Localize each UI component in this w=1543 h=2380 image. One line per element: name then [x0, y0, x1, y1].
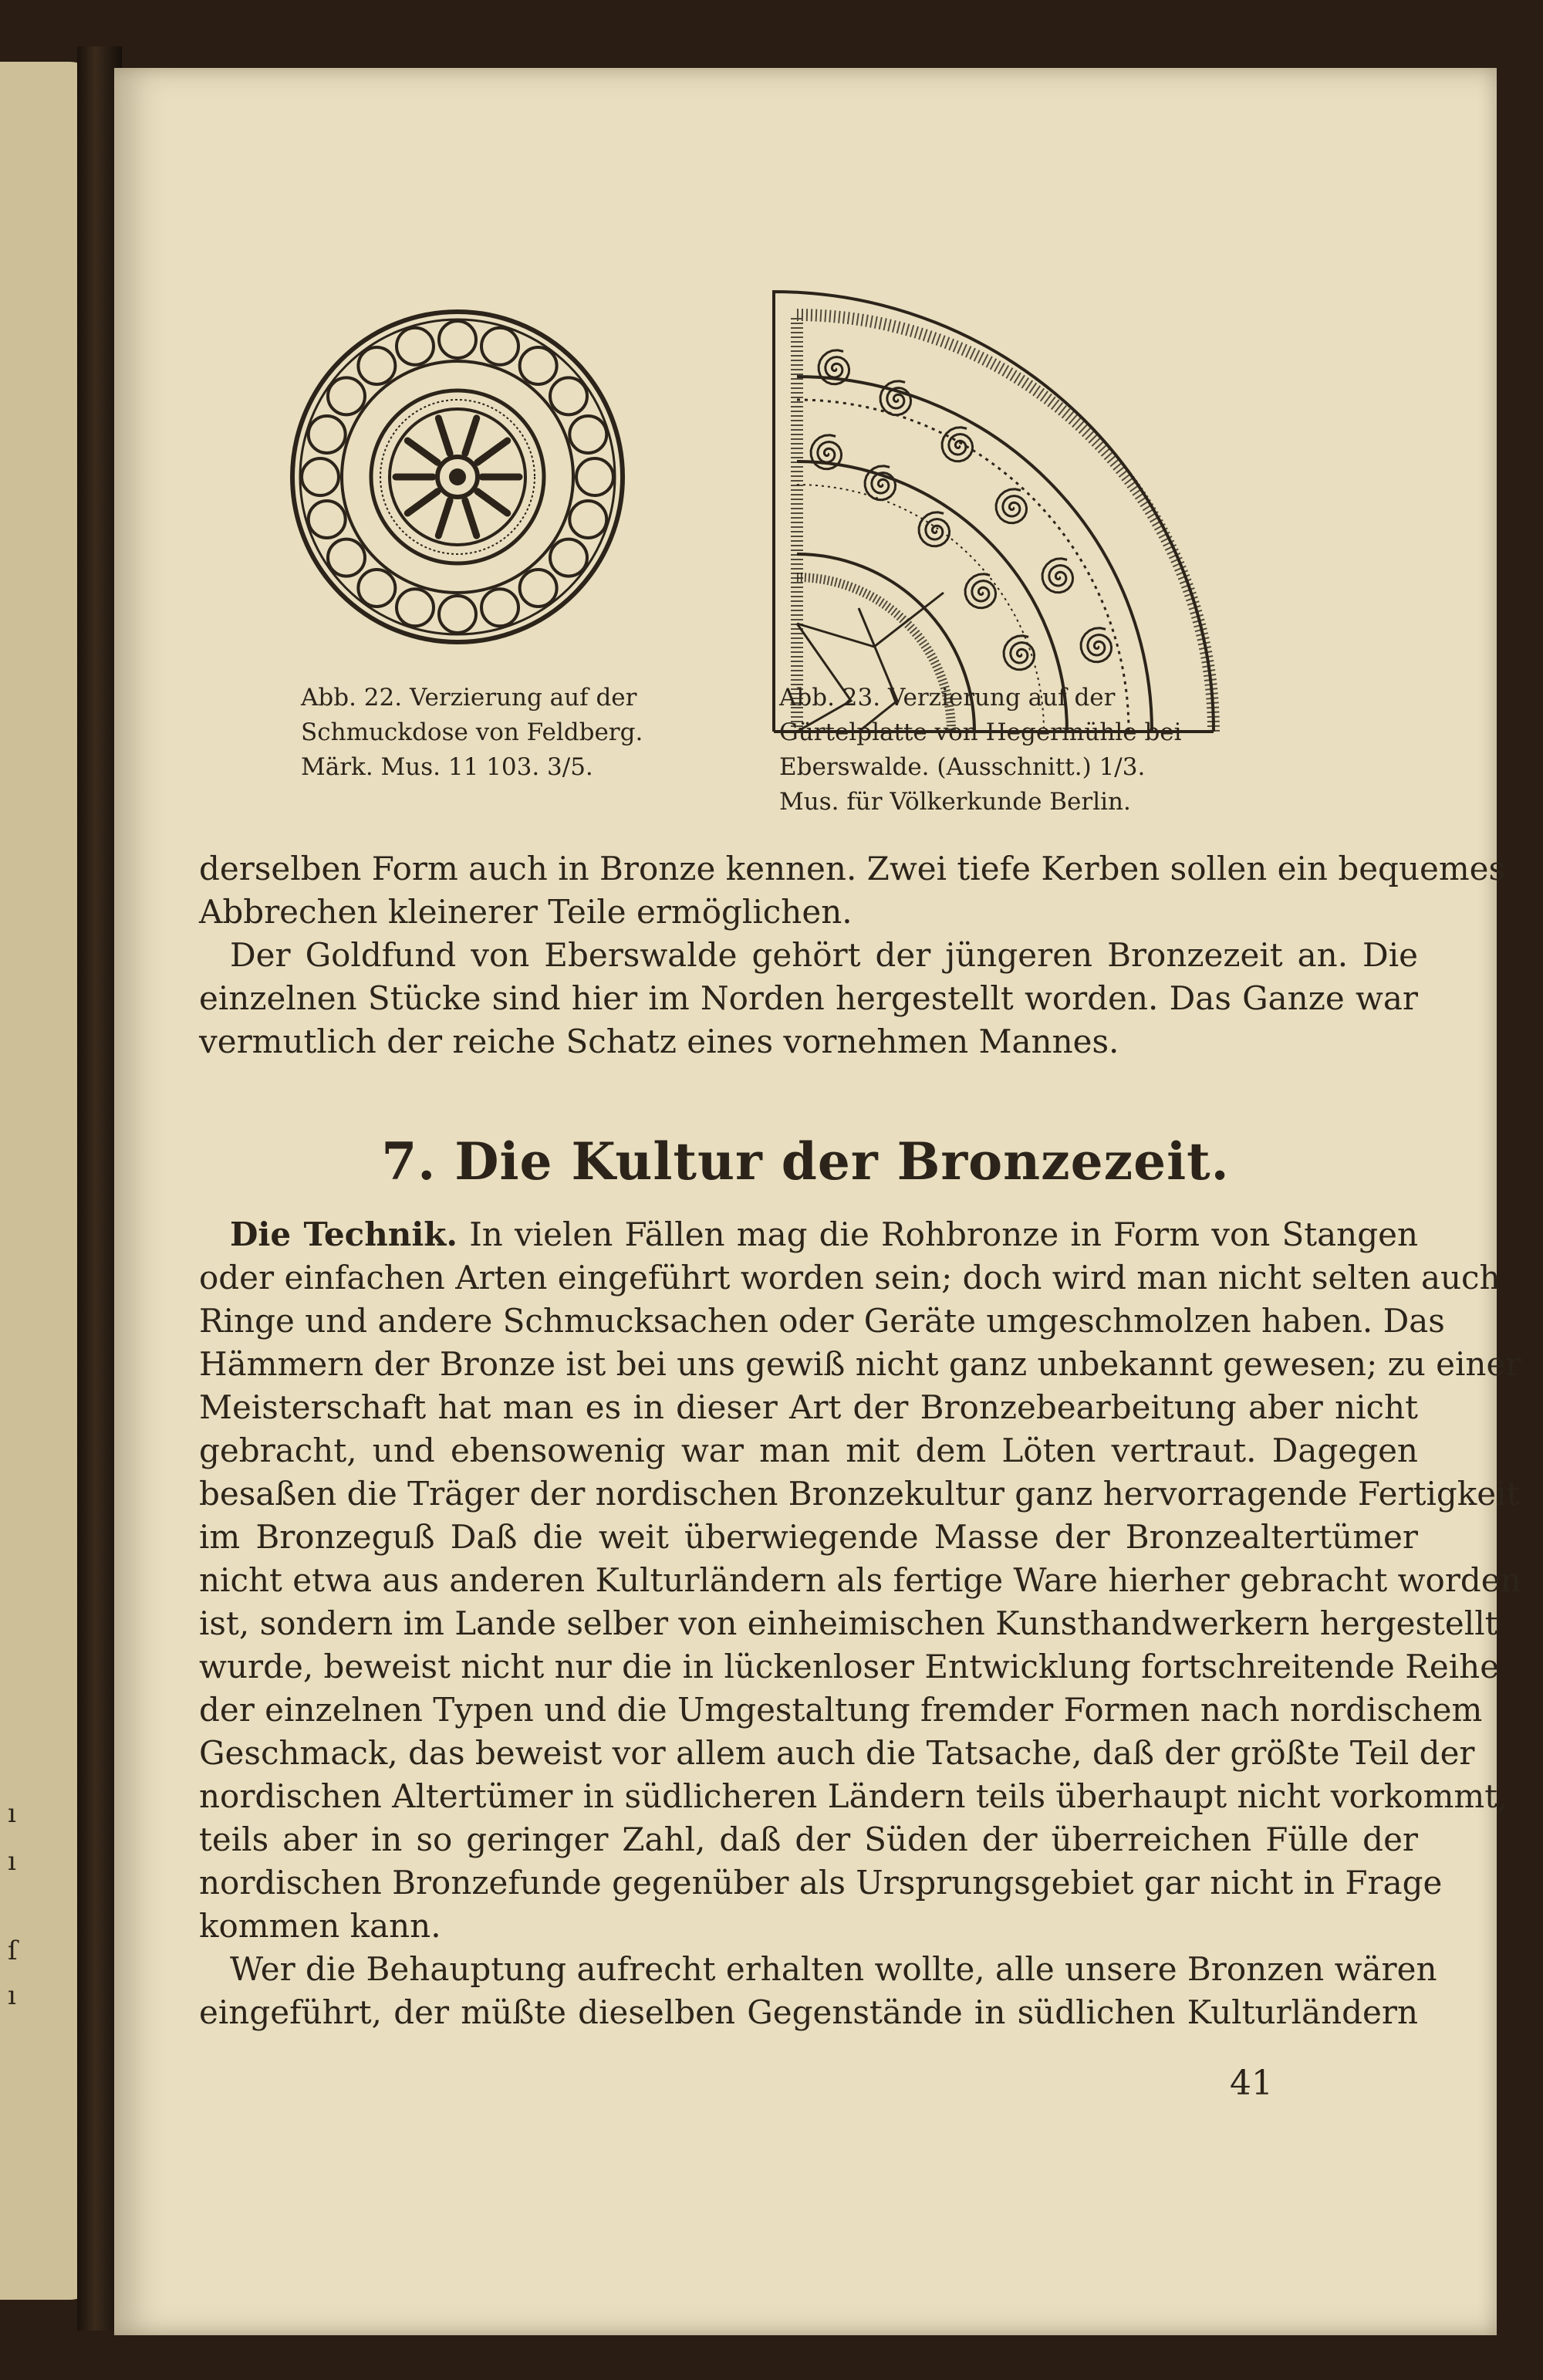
caption-line: Schmuckdose von Feldberg. [301, 718, 643, 746]
section-heading: 7. Die Kultur der Bronzezeit. [381, 1131, 1230, 1192]
text-line: im Bronzeguß Daß die weit überwiegende Masse der Bronzealtertümer [199, 1518, 1418, 1556]
text-line: oder einfachen Arten eingeführt worden sein; doch wird man nicht selten auch [199, 1259, 1501, 1296]
text-line: nordischen Bronzefunde gegenüber als Ursprungsgebiet gar nicht in Frage [199, 1864, 1443, 1902]
runin-heading: Die Technik. [230, 1215, 458, 1253]
figure-22-ornament [288, 307, 627, 647]
margin-mark: ı [8, 1980, 16, 2011]
caption-line: Eberswalde. (Ausschnitt.) 1/3. [779, 753, 1146, 781]
margin-mark: ı [8, 1846, 16, 1877]
text-line: nordischen Altertümer in südlicheren Ländern teils überhaupt nicht vorkommt, [199, 1777, 1508, 1815]
text-line: Abbrechen kleinerer Teile ermöglichen. [199, 893, 853, 931]
text-line: wurde, beweist nicht nur die in lückenloser Entwicklung fortschreitende Reihe [199, 1648, 1500, 1685]
text-line: Ringe und andere Schmucksachen oder Geräte umgeschmolzen haben. Das [199, 1302, 1445, 1340]
margin-mark: ı [8, 1798, 16, 1829]
text-fragment: In vielen Fällen mag die Rohbronze in Form von Stangen [469, 1215, 1419, 1253]
text-line: teils aber in so geringer Zahl, daß der Süden der überreichen Fülle der [199, 1820, 1418, 1858]
text-line: Geschmack, das beweist vor allem auch die Tatsache, daß der größte Teil der [199, 1734, 1475, 1772]
text-line: Hämmern der Bronze ist bei uns gewiß nicht ganz unbekannt gewesen; zu einer [199, 1345, 1521, 1383]
text-line: derselben Form auch in Bronze kennen. Zwei tiefe Kerben sollen ein bequemes [199, 850, 1506, 887]
text-line: der einzelnen Typen und die Umgestaltung fremder Formen nach nordischem [199, 1691, 1483, 1729]
text-line: eingeführt, der müßte dieselben Gegenstände in südlichen Kulturländern [199, 1993, 1418, 2031]
caption-line: Abb. 23. Verzierung auf der [779, 684, 1116, 712]
caption-line: Mus. für Völkerkunde Berlin. [779, 788, 1131, 816]
text-line: ist, sondern im Lande selber von einheimischen Kunsthandwerkern hergestellt [199, 1604, 1498, 1642]
caption-line: Abb. 22. Verzierung auf der [301, 684, 637, 712]
text-line [230, 1213, 1418, 1256]
text-line: Meisterschaft hat man es in dieser Art der Bronzebearbeitung aber nicht [199, 1388, 1418, 1426]
book-page [114, 68, 1521, 2335]
figure-23-belt-plate [766, 284, 1291, 739]
figure-23-caption [779, 681, 1211, 820]
schmuckdose-ornament-icon [288, 307, 627, 647]
figure-22-caption [301, 681, 671, 785]
guertelplatte-ornament-icon [766, 284, 1291, 739]
text-line: Der Goldfund von Eberswalde gehört der jüngeren Bronzezeit an. Die [230, 936, 1418, 974]
text-line: Wer die Behauptung aufrecht erhalten wollte, alle unsere Bronzen wären [230, 1950, 1437, 1988]
text-line: vermutlich der reiche Schatz eines vornehmen Mannes. [199, 1023, 1119, 1060]
caption-line: Märk. Mus. 11 103. 3/5. [301, 753, 593, 781]
text-line: nicht etwa aus anderen Kulturländern als fertige Ware hierher gebracht worden [199, 1561, 1521, 1599]
text-line: einzelnen Stücke sind hier im Norden hergestellt worden. Das Ganze war [199, 979, 1418, 1017]
caption-line: Gürtelplatte von Hegermühle bei [779, 718, 1182, 746]
text-line: besaßen die Träger der nordischen Bronzekultur ganz hervorragende Fertigkeit [199, 1475, 1520, 1513]
text-line: gebracht, und ebensowenig war man mit dem Löten vertraut. Dagegen [199, 1432, 1418, 1469]
margin-mark: ſ [8, 1935, 18, 1966]
text-line: kommen kann. [199, 1907, 441, 1945]
page-number: 41 [1230, 2064, 1273, 2103]
